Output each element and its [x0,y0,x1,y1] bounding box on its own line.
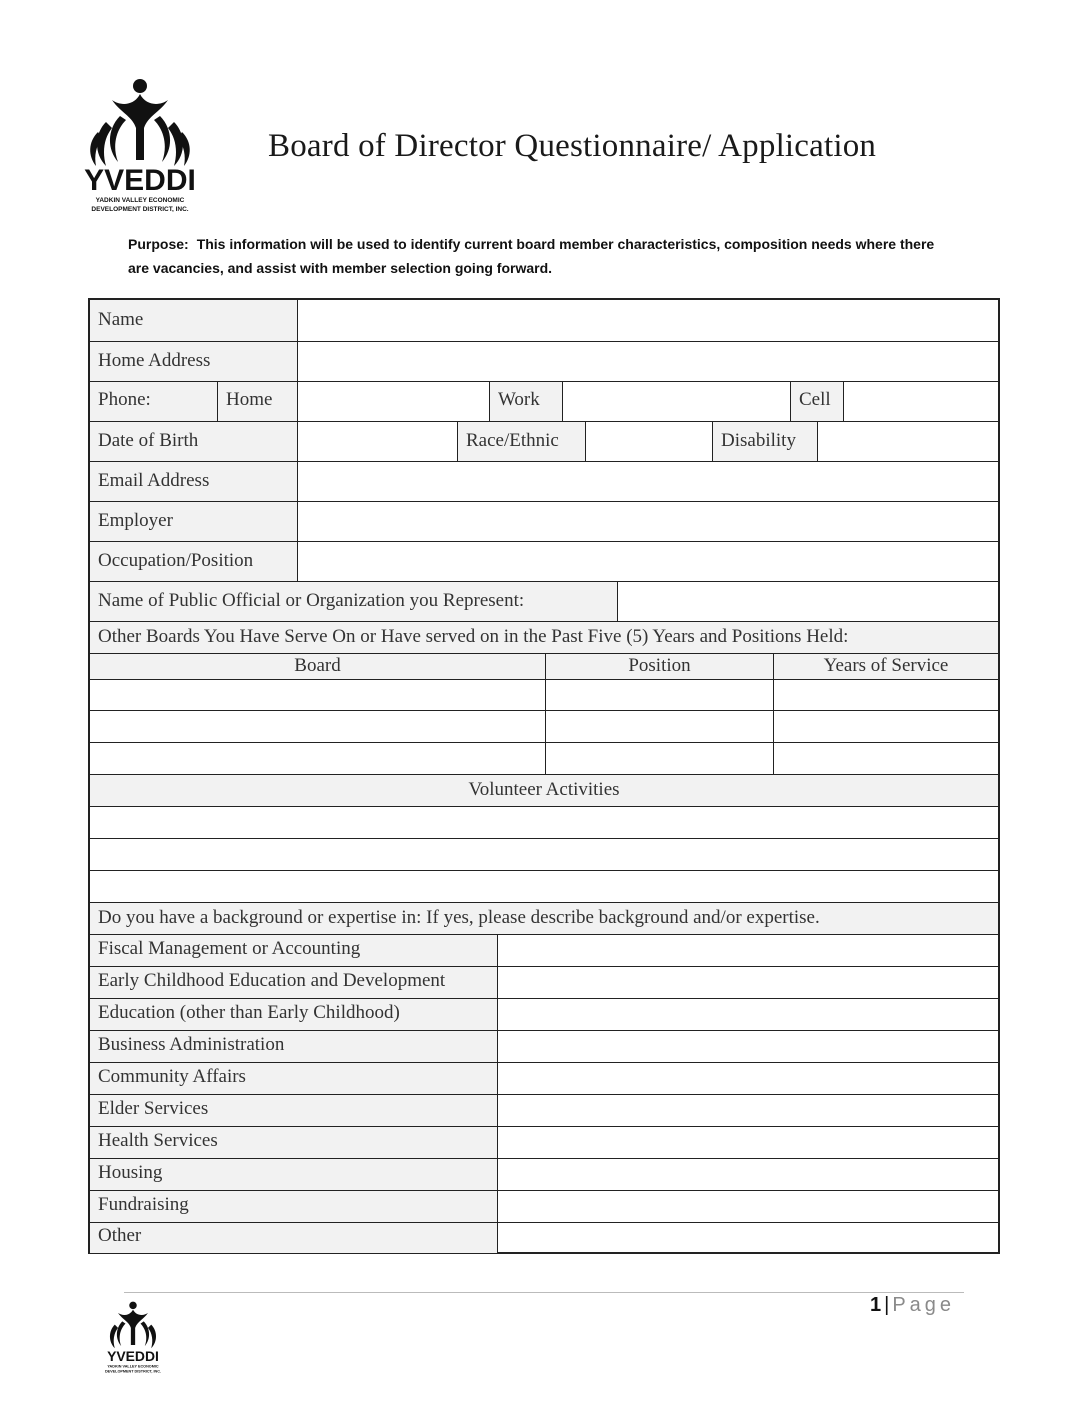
expertise-row [90,1062,998,1095]
expertise-label: Education (other than Early Childhood) [98,1002,400,1023]
expertise-row [90,966,998,999]
board-field[interactable] [90,743,545,775]
expertise-row [90,1158,998,1191]
svg-text:YADKIN VALLEY ECONOMIC: YADKIN VALLEY ECONOMIC [95,197,185,204]
footer-logo [98,1300,168,1375]
race-label: Race/Ethnic [466,430,559,451]
page-number-value: 1 [870,1294,882,1316]
svg-text:YADKIN VALLEY ECONOMIC: YADKIN VALLEY ECONOMIC [107,1364,159,1369]
race-field[interactable] [585,422,712,462]
expertise-field[interactable] [497,1127,998,1159]
row-dob [90,421,998,462]
expertise-field[interactable] [497,1095,998,1127]
expertise-label: Fiscal Management or Accounting [98,938,361,959]
email-label: Email Address [98,470,210,491]
page-separator: | [884,1294,890,1316]
table-row [90,742,998,775]
dob-label: Date of Birth [98,430,199,451]
home-address-label: Home Address [98,350,211,371]
years-field[interactable] [773,743,998,775]
purpose-text: This information will be used to identify current board member characteristics, composition needs where there are vacancies, and assist with member selection going forward. [128,236,935,276]
yveddi-figure-logo-icon [98,1300,168,1375]
row-email [90,461,998,502]
volunteer-field[interactable] [90,806,998,839]
table-row [90,710,998,743]
row-volunteer-header [90,774,998,807]
phone-work-label: Work [498,389,540,410]
phone-cell-label: Cell [799,389,831,410]
position-column-header: Position [628,655,691,676]
expertise-row [90,1222,998,1253]
volunteer-field[interactable] [90,838,998,871]
expertise-field[interactable] [497,935,998,967]
phone-home-label: Home [226,389,273,410]
expertise-label: Business Administration [98,1034,285,1055]
expertise-row [90,998,998,1031]
expertise-field[interactable] [497,1159,998,1191]
board-field[interactable] [90,680,545,711]
row-public-official [90,581,998,622]
row-name [90,300,998,341]
dob-field[interactable] [297,422,457,462]
expertise-label: Early Childhood Education and Development [98,970,446,991]
page-number [870,1294,955,1317]
employer-field[interactable] [297,502,998,542]
expertise-row [90,1030,998,1063]
row-occupation [90,541,998,582]
board-column-header: Board [294,655,341,676]
expertise-label: Other [98,1225,142,1246]
home-address-field[interactable] [297,342,998,382]
expertise-label: Housing [98,1162,163,1183]
disability-field[interactable] [817,422,998,462]
expertise-header-label: Do you have a background or expertise in: If yes, please describe background and/or expertise. [98,907,820,928]
expertise-field[interactable] [497,1031,998,1063]
page-label: Page [892,1294,956,1316]
occupation-field[interactable] [297,542,998,582]
volunteer-field[interactable] [90,870,998,903]
svg-text:YVEDDI: YVEDDI [84,164,196,197]
svg-text:DEVELOPMENT DISTRICT, INC.: DEVELOPMENT DISTRICT, INC. [104,1369,162,1374]
years-of-service-column-header: Years of Service [823,655,949,676]
position-field[interactable] [545,680,773,711]
row-expertise-header [90,902,998,935]
expertise-field[interactable] [497,967,998,999]
phone-cell-field[interactable] [843,382,998,422]
occupation-label: Occupation/Position [98,550,254,571]
row-home-address [90,341,998,382]
footer-divider [124,1292,964,1293]
name-label: Name [98,309,144,330]
expertise-row [90,1190,998,1223]
yveddi-logo [76,76,204,216]
expertise-field[interactable] [497,999,998,1031]
expertise-label: Elder Services [98,1098,209,1119]
phone-work-field[interactable] [562,382,790,422]
expertise-row [90,934,998,967]
expertise-row [90,1126,998,1159]
disability-label: Disability [721,430,796,451]
public-official-field[interactable] [617,582,998,622]
row-boards-columns [90,653,998,680]
name-field[interactable] [297,300,998,341]
page-title: Board of Director Questionnaire/ Application [268,128,877,164]
board-field[interactable] [90,711,545,743]
yveddi-figure-logo-icon [76,76,204,216]
expertise-field[interactable] [497,1191,998,1223]
phone-label: Phone: [98,389,151,410]
row-employer [90,501,998,542]
application-form [88,298,1000,1254]
employer-label: Employer [98,510,173,531]
expertise-field[interactable] [497,1063,998,1095]
svg-text:DEVELOPMENT DISTRICT, INC.: DEVELOPMENT DISTRICT, INC. [91,206,189,213]
volunteer-label: Volunteer Activities [468,779,620,800]
expertise-row [90,1094,998,1127]
expertise-field[interactable] [497,1223,998,1253]
purpose-statement [128,232,948,280]
table-row [90,679,998,711]
position-field[interactable] [545,711,773,743]
years-field[interactable] [773,680,998,711]
email-field[interactable] [297,462,998,502]
purpose-label: Purpose: [128,236,189,252]
row-phone [90,381,998,422]
other-boards-label: Other Boards You Have Serve On or Have served on in the Past Five (5) Years and Positions Held: [98,626,849,647]
expertise-label: Fundraising [98,1194,189,1215]
years-field[interactable] [773,711,998,743]
public-official-label: Name of Public Official or Organization you Represent: [98,590,525,611]
row-other-boards-header [90,621,998,654]
svg-text:YVEDDI: YVEDDI [107,1348,159,1365]
expertise-label: Community Affairs [98,1066,246,1087]
expertise-label: Health Services [98,1130,218,1151]
phone-home-field[interactable] [297,382,489,422]
position-field[interactable] [545,743,773,775]
